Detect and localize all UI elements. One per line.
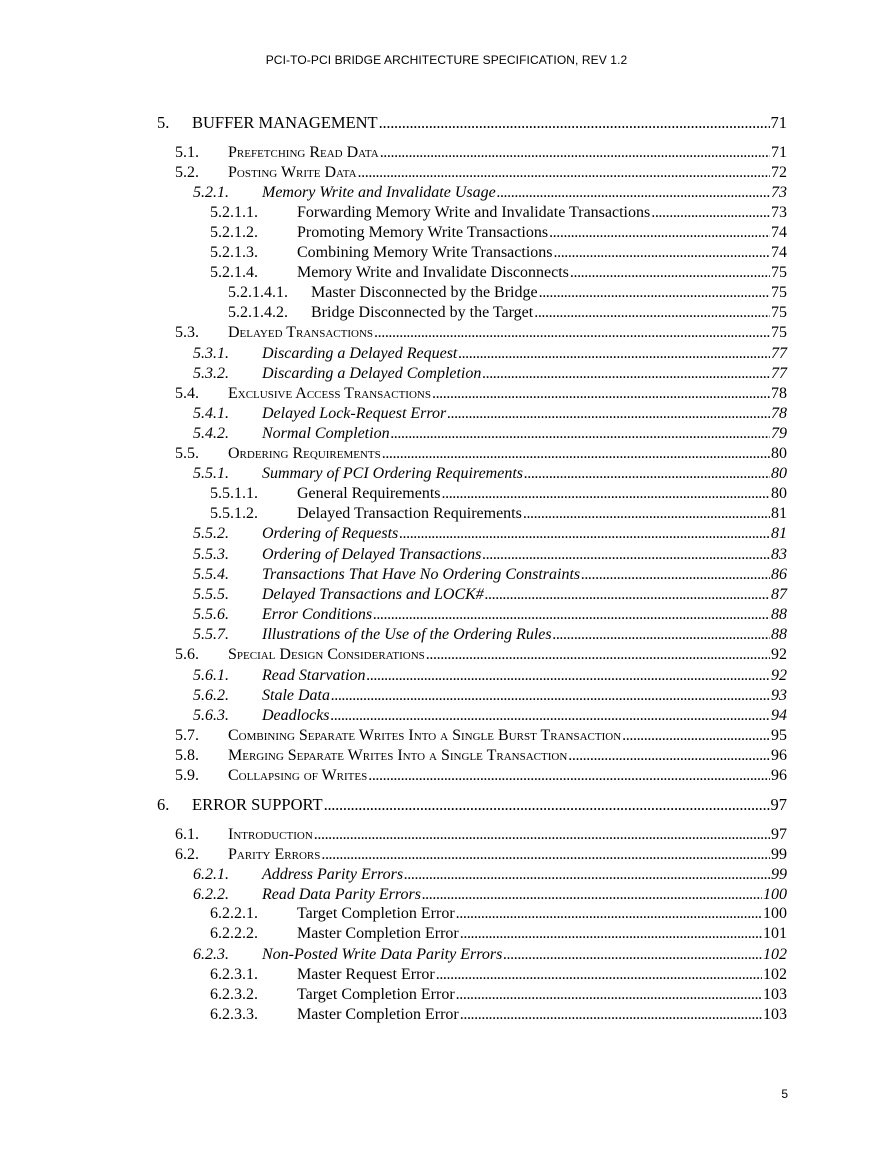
dot-leader bbox=[482, 364, 770, 384]
toc-entry[interactable] bbox=[210, 203, 787, 223]
toc-entry-number: 6.2.2.1. bbox=[210, 905, 258, 922]
dot-leader bbox=[331, 706, 770, 726]
toc-entry-title: Illustrations of the Use of the Ordering Rules bbox=[262, 626, 552, 643]
toc-entry-title: Master Completion Error bbox=[297, 925, 459, 942]
dot-leader bbox=[436, 965, 762, 985]
toc-entry-number: 5.2.1.2. bbox=[210, 224, 258, 241]
toc-entry-number: 5.7. bbox=[175, 727, 199, 744]
toc-entry-title: Collapsing of Writes bbox=[228, 767, 368, 784]
toc-entry-number: 6.2.1. bbox=[193, 866, 229, 883]
toc-entry-title: Posting Write Data bbox=[228, 164, 357, 181]
toc-entry[interactable] bbox=[210, 223, 787, 243]
toc-entry[interactable] bbox=[193, 865, 787, 885]
toc-entry-page: 75 bbox=[771, 284, 787, 301]
toc-entry-page: 74 bbox=[771, 224, 787, 241]
toc-entry-title: Delayed Transaction Requirements bbox=[297, 505, 522, 522]
toc-entry-title: Discarding a Delayed Request bbox=[262, 345, 458, 362]
toc-entry[interactable] bbox=[193, 686, 787, 706]
toc-entry-title: Forwarding Memory Write and Invalidate Transactions bbox=[297, 204, 651, 221]
toc-entry-number: 5.5.1. bbox=[193, 465, 229, 482]
toc-entry-page: 97 bbox=[771, 826, 787, 843]
toc-entry-title: Delayed Lock-Request Error bbox=[262, 405, 447, 422]
toc-entry[interactable] bbox=[210, 924, 787, 944]
toc-entry-title: Non-Posted Write Data Parity Errors bbox=[262, 946, 503, 963]
toc-entry-page: 78 bbox=[771, 405, 787, 422]
toc-entry-number: 6.2. bbox=[175, 846, 199, 863]
toc-entry-page: 77 bbox=[771, 365, 787, 382]
toc-entry-number: 6.2.2.2. bbox=[210, 925, 258, 942]
dot-leader bbox=[456, 904, 762, 924]
toc-entry-title: Prefetching Read Data bbox=[228, 144, 379, 161]
dot-leader bbox=[379, 113, 770, 133]
toc-entry[interactable] bbox=[175, 143, 787, 163]
toc-entry-title: BUFFER MANAGEMENT bbox=[192, 113, 378, 132]
toc-entry-page: 79 bbox=[771, 425, 787, 442]
toc-entry[interactable] bbox=[210, 965, 787, 985]
toc-entry-page: 88 bbox=[771, 626, 787, 643]
toc-entry-number: 5.5.7. bbox=[193, 626, 229, 643]
toc-entry[interactable] bbox=[193, 706, 787, 726]
toc-entry-title: Ordering Requirements bbox=[228, 445, 381, 462]
dot-leader bbox=[373, 605, 770, 625]
toc-entry-page: 92 bbox=[771, 667, 787, 684]
toc-entry[interactable] bbox=[210, 263, 787, 283]
toc-entry-number: 5.2.1. bbox=[193, 184, 229, 201]
toc-entry-number: 6.2.3.1. bbox=[210, 966, 258, 983]
dot-leader bbox=[324, 795, 770, 815]
toc-entry-page: 73 bbox=[771, 204, 787, 221]
toc-entry-title: Merging Separate Writes Into a Single Transaction bbox=[228, 747, 568, 764]
toc-entry[interactable] bbox=[193, 404, 787, 424]
toc-entry-title: Special Design Considerations bbox=[228, 646, 425, 663]
toc-entry[interactable] bbox=[193, 545, 787, 565]
toc-entry-page: 92 bbox=[771, 646, 787, 663]
toc-entry-number: 5.5.1.2. bbox=[210, 505, 258, 522]
dot-leader bbox=[460, 1005, 762, 1025]
toc-entry[interactable] bbox=[210, 1005, 787, 1025]
toc-entry-page: 75 bbox=[771, 264, 787, 281]
toc-entry-page: 80 bbox=[771, 465, 787, 482]
toc-entry-number: 5.5.4. bbox=[193, 566, 229, 583]
dot-leader bbox=[404, 865, 770, 885]
toc-entry-page: 100 bbox=[763, 905, 787, 922]
toc-entry[interactable] bbox=[193, 183, 787, 203]
dot-leader bbox=[534, 303, 770, 323]
toc-entry-title: Stale Data bbox=[262, 687, 330, 704]
toc-entry[interactable] bbox=[193, 885, 787, 905]
toc-entry-number: 6.2.3.2. bbox=[210, 986, 258, 1003]
toc-entry-title: Memory Write and Invalidate Disconnects bbox=[297, 264, 569, 281]
toc-entry-number: 5.5. bbox=[175, 445, 199, 462]
toc-entry-number: 5.1. bbox=[175, 144, 199, 161]
page-number: 5 bbox=[781, 1087, 788, 1101]
toc-entry-title: Address Parity Errors bbox=[262, 866, 404, 883]
dot-leader bbox=[442, 484, 771, 504]
toc-entry[interactable] bbox=[175, 766, 787, 786]
toc-entry[interactable] bbox=[193, 464, 787, 484]
toc-entry-number: 5.2.1.4. bbox=[210, 264, 258, 281]
toc-entry[interactable] bbox=[175, 845, 787, 865]
dot-leader bbox=[651, 203, 770, 223]
dot-leader bbox=[399, 524, 770, 544]
toc-entry-page: 80 bbox=[771, 485, 787, 502]
toc-entry[interactable] bbox=[157, 795, 787, 815]
toc-entry-title: Master Completion Error bbox=[297, 1006, 459, 1023]
toc-entry-page: 73 bbox=[771, 184, 787, 201]
toc-entry[interactable] bbox=[193, 364, 787, 384]
toc-entry[interactable] bbox=[193, 945, 787, 965]
dot-leader bbox=[482, 545, 770, 565]
dot-leader bbox=[447, 404, 770, 424]
toc-entry-title: Discarding a Delayed Completion bbox=[262, 365, 482, 382]
toc-entry-number: 5.6.1. bbox=[193, 667, 229, 684]
dot-leader bbox=[523, 504, 770, 524]
toc-entry[interactable] bbox=[210, 985, 787, 1005]
toc-entry-number: 5.5.2. bbox=[193, 525, 229, 542]
dot-leader bbox=[539, 283, 770, 303]
toc-entry[interactable] bbox=[175, 746, 787, 766]
toc-entry[interactable] bbox=[210, 243, 787, 263]
toc-entry-page: 102 bbox=[763, 966, 787, 983]
toc-entry[interactable] bbox=[228, 303, 787, 323]
toc-entry[interactable] bbox=[175, 645, 787, 665]
running-header: PCI-TO-PCI BRIDGE ARCHITECTURE SPECIFICATION, REV 1.2 bbox=[265, 53, 628, 67]
dot-leader bbox=[581, 565, 770, 585]
toc-entry-page: 78 bbox=[771, 385, 787, 402]
toc-entry-number: 5.2.1.1. bbox=[210, 204, 258, 221]
toc-entry-title: Normal Completion bbox=[262, 425, 390, 442]
toc-entry[interactable] bbox=[210, 904, 787, 924]
toc-entry[interactable] bbox=[175, 444, 787, 464]
toc-entry-page: 103 bbox=[763, 1006, 787, 1023]
dot-leader bbox=[456, 985, 762, 1005]
toc-entry-number: 5.8. bbox=[175, 747, 199, 764]
toc-entry-title: Ordering of Delayed Transactions bbox=[262, 546, 482, 563]
toc-entry-page: 71 bbox=[771, 144, 787, 161]
toc-entry-page: 100 bbox=[763, 886, 787, 903]
toc-entry[interactable] bbox=[175, 825, 787, 845]
toc-entry-number: 6.2.3.3. bbox=[210, 1006, 258, 1023]
toc-entry-page: 75 bbox=[771, 304, 787, 321]
toc-entry-title: Error Conditions bbox=[262, 606, 373, 623]
dot-leader bbox=[432, 384, 770, 404]
toc-entry-page: 95 bbox=[771, 727, 787, 744]
dot-leader bbox=[380, 143, 770, 163]
dot-leader bbox=[554, 243, 771, 263]
toc-entry[interactable] bbox=[193, 524, 787, 544]
toc-entry-title: Memory Write and Invalidate Usage bbox=[262, 184, 496, 201]
dot-leader bbox=[321, 845, 770, 865]
toc-entry[interactable] bbox=[210, 504, 787, 524]
toc-entry-title: Parity Errors bbox=[228, 846, 321, 863]
toc-entry-page: 103 bbox=[763, 986, 787, 1003]
toc-entry-title: Transactions That Have No Ordering Constraints bbox=[262, 566, 581, 583]
toc-entry-title: Read Starvation bbox=[262, 667, 366, 684]
toc-entry[interactable] bbox=[193, 424, 787, 444]
toc-entry-title: Combining Separate Writes Into a Single Burst Transaction bbox=[228, 727, 622, 744]
toc-entry-title: Summary of PCI Ordering Requirements bbox=[262, 465, 523, 482]
toc-entry-number: 5.2.1.3. bbox=[210, 244, 258, 261]
toc-entry-number: 6.2.2. bbox=[193, 886, 229, 903]
toc-entry-page: 80 bbox=[771, 445, 787, 462]
toc-entry-number: 5.2.1.4.1. bbox=[228, 284, 288, 301]
dot-leader bbox=[485, 585, 770, 605]
toc-entry-number: 5.2. bbox=[175, 164, 199, 181]
dot-leader bbox=[570, 263, 770, 283]
toc-entry-page: 83 bbox=[771, 546, 787, 563]
toc-entry[interactable] bbox=[193, 585, 787, 605]
toc-entry-number: 6.2.3. bbox=[193, 946, 229, 963]
toc-entry-title: Introduction bbox=[228, 826, 313, 843]
toc-entry-page: 102 bbox=[763, 946, 787, 963]
toc-entry-number: 5.5.6. bbox=[193, 606, 229, 623]
toc-entry-title: ERROR SUPPORT bbox=[192, 795, 323, 814]
toc-entry-page: 81 bbox=[771, 505, 787, 522]
toc-entry-page: 77 bbox=[771, 345, 787, 362]
toc-entry[interactable] bbox=[157, 113, 787, 133]
toc-entry-title: Promoting Memory Write Transactions bbox=[297, 224, 549, 241]
dot-leader bbox=[314, 825, 770, 845]
toc-entry-number: 5.4.2. bbox=[193, 425, 229, 442]
toc-entry-page: 101 bbox=[763, 925, 787, 942]
toc-entry-number: 5.5.1.1. bbox=[210, 485, 258, 502]
toc-entry-number: 5.6. bbox=[175, 646, 199, 663]
toc-entry-number: 6. bbox=[157, 795, 170, 814]
toc-entry-number: 5.2.1.4.2. bbox=[228, 304, 288, 321]
toc-entry[interactable] bbox=[193, 605, 787, 625]
toc-entry[interactable] bbox=[175, 726, 787, 746]
toc-entry-page: 94 bbox=[771, 707, 787, 724]
toc-entry-page: 97 bbox=[770, 795, 787, 814]
toc-entry-page: 96 bbox=[771, 767, 787, 784]
toc-entry-page: 74 bbox=[771, 244, 787, 261]
toc-entry-title: General Requirements bbox=[297, 485, 441, 502]
toc-entry-title: Exclusive Access Transactions bbox=[228, 385, 431, 402]
dot-leader bbox=[391, 424, 770, 444]
toc-entry-page: 87 bbox=[771, 586, 787, 603]
dot-leader bbox=[422, 885, 762, 905]
toc-entry-title: Deadlocks bbox=[262, 707, 330, 724]
dot-leader bbox=[568, 746, 770, 766]
dot-leader bbox=[358, 163, 770, 183]
toc-entry-number: 5. bbox=[157, 113, 170, 132]
toc-entry-number: 5.3.1. bbox=[193, 345, 229, 362]
toc-entry-number: 6.1. bbox=[175, 826, 199, 843]
toc-entry-number: 5.3. bbox=[175, 324, 199, 341]
toc-entry[interactable] bbox=[193, 666, 787, 686]
toc-entry-number: 5.5.5. bbox=[193, 586, 229, 603]
toc-entry-title: Delayed Transactions bbox=[228, 324, 374, 341]
toc-entry[interactable] bbox=[175, 163, 787, 183]
dot-leader bbox=[524, 464, 770, 484]
toc-entry-title: Target Completion Error bbox=[297, 905, 455, 922]
dot-leader bbox=[374, 323, 770, 343]
toc-entry-page: 96 bbox=[771, 747, 787, 764]
toc-entry[interactable] bbox=[175, 323, 787, 343]
dot-leader bbox=[382, 444, 770, 464]
dot-leader bbox=[367, 666, 770, 686]
toc-entry-title: Read Data Parity Errors bbox=[262, 886, 421, 903]
toc-entry-number: 5.3.2. bbox=[193, 365, 229, 382]
toc-entry[interactable] bbox=[210, 484, 787, 504]
toc-entry-number: 5.5.3. bbox=[193, 546, 229, 563]
dot-leader bbox=[331, 686, 770, 706]
dot-leader bbox=[622, 726, 770, 746]
toc-entry-page: 86 bbox=[771, 566, 787, 583]
dot-leader bbox=[426, 645, 770, 665]
toc-entry-page: 99 bbox=[771, 846, 787, 863]
toc-entry-page: 81 bbox=[771, 525, 787, 542]
toc-entry-title: Target Completion Error bbox=[297, 986, 455, 1003]
toc-entry[interactable] bbox=[193, 625, 787, 645]
toc-entry-title: Ordering of Requests bbox=[262, 525, 399, 542]
dot-leader bbox=[549, 223, 770, 243]
toc-entry-page: 88 bbox=[771, 606, 787, 623]
toc-entry-title: Master Request Error bbox=[297, 966, 435, 983]
toc-entry-title: Master Disconnected by the Bridge bbox=[311, 284, 538, 301]
toc-entry-page: 71 bbox=[770, 113, 787, 132]
dot-leader bbox=[458, 344, 770, 364]
dot-leader bbox=[503, 945, 762, 965]
dot-leader bbox=[368, 766, 770, 786]
toc-entry-title: Delayed Transactions and LOCK# bbox=[262, 586, 484, 603]
toc-entry-number: 5.4.1. bbox=[193, 405, 229, 422]
toc-entry[interactable] bbox=[193, 565, 787, 585]
toc-entry-title: Combining Memory Write Transactions bbox=[297, 244, 553, 261]
dot-leader bbox=[553, 625, 770, 645]
toc-entry[interactable] bbox=[175, 384, 787, 404]
toc-entry[interactable] bbox=[228, 283, 787, 303]
toc-entry-number: 5.6.3. bbox=[193, 707, 229, 724]
toc-entry-number: 5.4. bbox=[175, 385, 199, 402]
toc-entry-number: 5.9. bbox=[175, 767, 199, 784]
toc-entry-page: 75 bbox=[771, 324, 787, 341]
toc-entry-number: 5.6.2. bbox=[193, 687, 229, 704]
toc-entry-page: 93 bbox=[771, 687, 787, 704]
toc-entry-title: Bridge Disconnected by the Target bbox=[311, 304, 534, 321]
toc-entry-page: 99 bbox=[771, 866, 787, 883]
dot-leader bbox=[460, 924, 762, 944]
dot-leader bbox=[497, 183, 770, 203]
toc-entry[interactable] bbox=[193, 344, 787, 364]
toc-entry-page: 72 bbox=[771, 164, 787, 181]
